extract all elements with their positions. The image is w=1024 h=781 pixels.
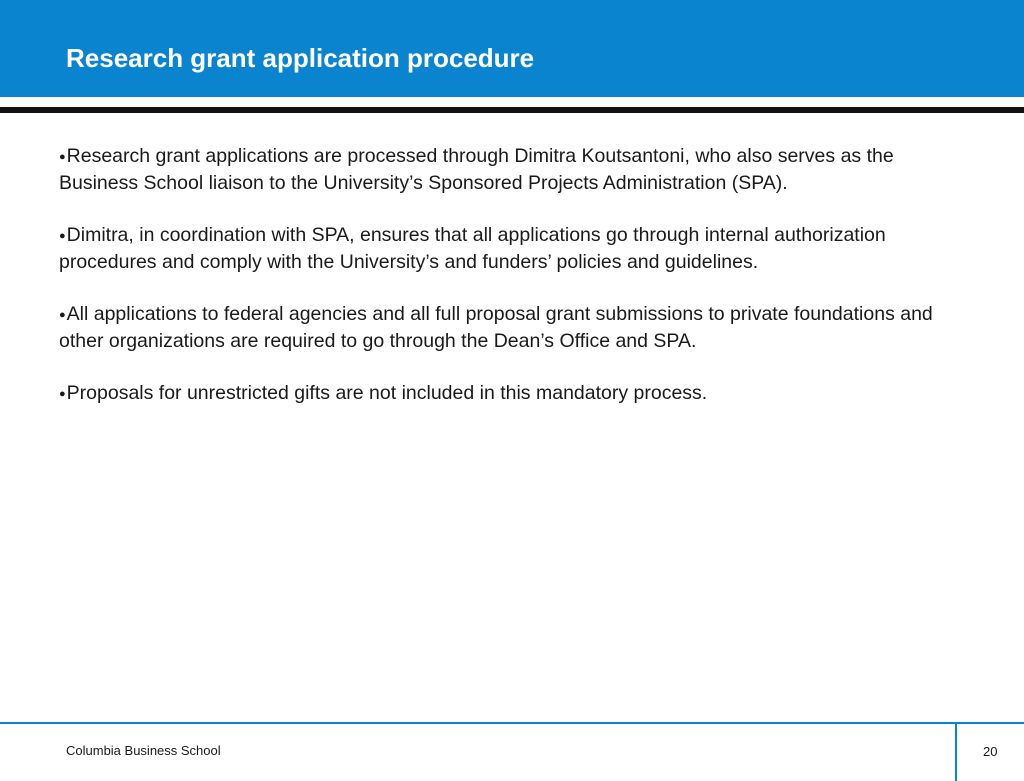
bullet-text: All applications to federal agencies and all full proposal grant submissions to private foundations and other organizations are required to go through the Dean’s Office and SPA. [59,303,933,352]
bullet-item [59,301,949,354]
bullet-text: Proposals for unrestricted gifts are not included in this mandatory process. [66,382,708,404]
page-number: 20 [983,744,998,759]
bullet-text: Research grant applications are processed through Dimitra Koutsantoni, who also serves as the Business School liaison to the University’s Sponsored Projects Administration (SPA). [59,145,894,194]
bullet-item [59,380,949,407]
slide-title: Research grant application procedure [66,43,535,73]
footer-vertical-divider [955,724,957,781]
bullet-item [59,143,949,196]
bullet-icon: ● [59,309,66,321]
bullet-item [59,222,949,275]
bullet-icon: ● [59,388,66,400]
bullet-icon: ● [59,230,66,242]
slide-content [59,143,949,433]
header-divider [0,107,1024,113]
footer-organization: Columbia Business School [66,743,221,758]
footer-divider [0,722,1024,724]
slide-header [0,0,1024,97]
bullet-icon: ● [59,151,66,163]
bullet-text: Dimitra, in coordination with SPA, ensures that all applications go through internal authorization procedures and comply with the University’s and funders’ policies and guidelines. [59,224,886,273]
